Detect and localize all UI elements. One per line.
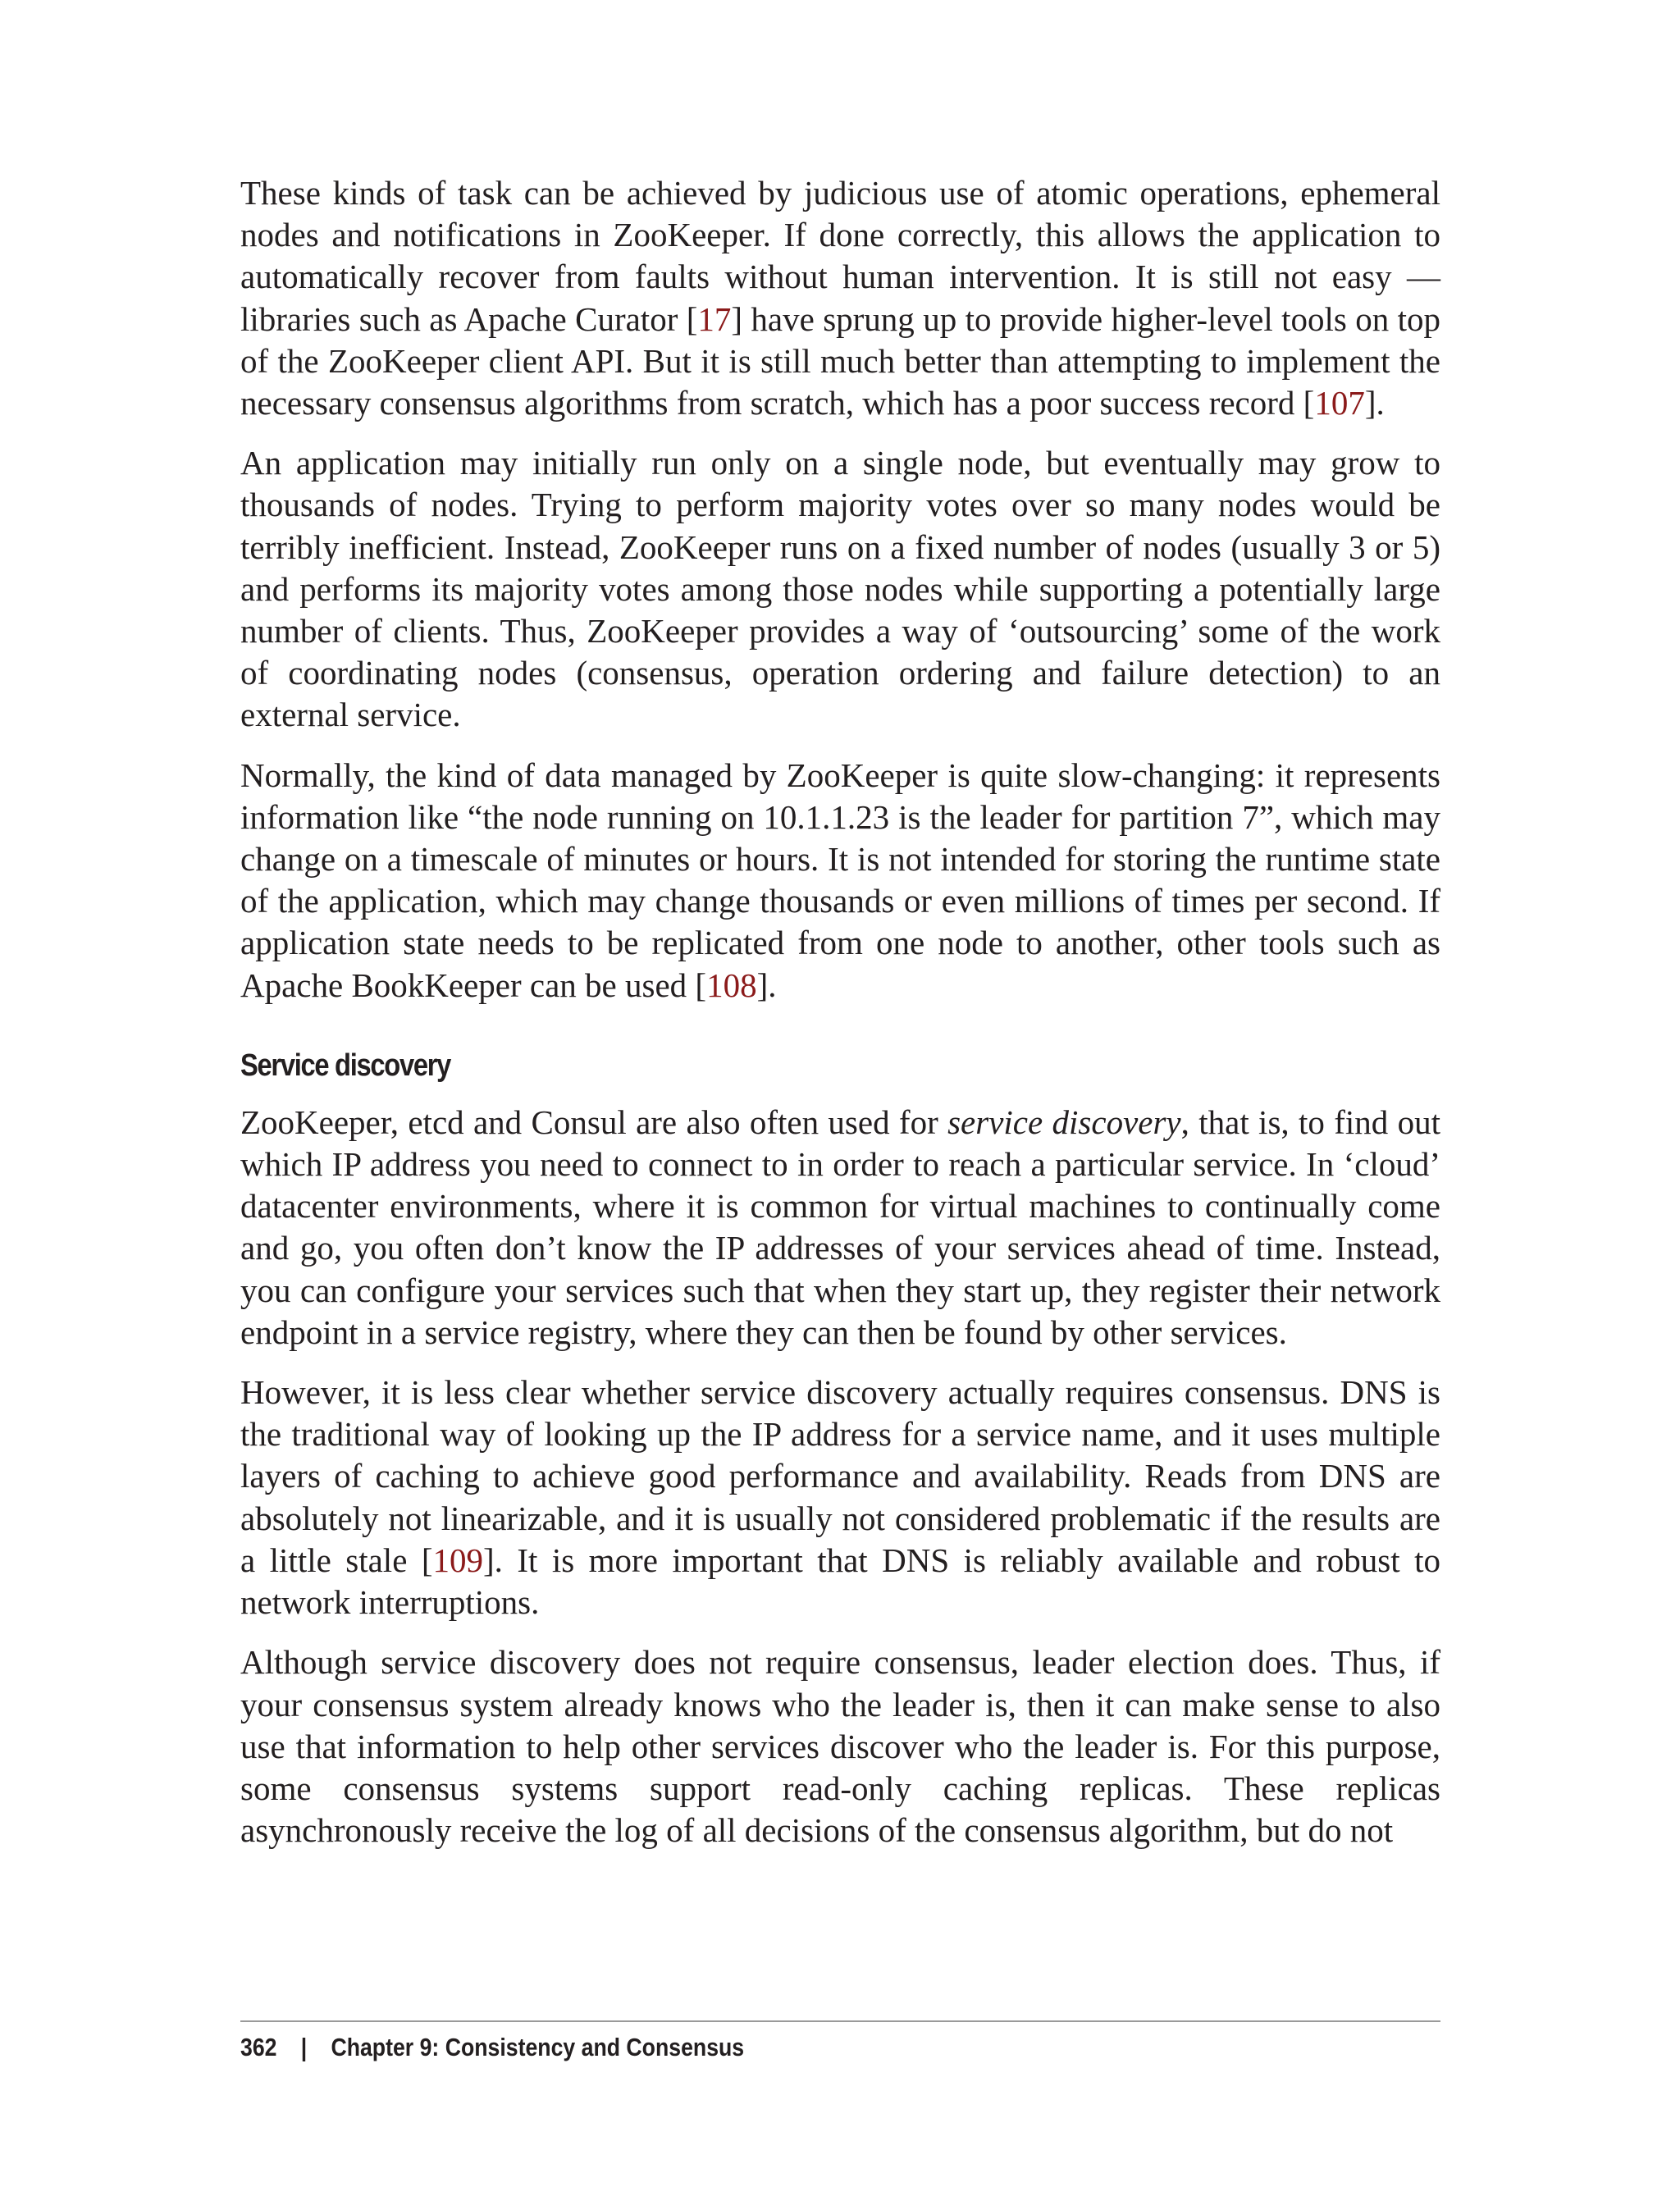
page-number: 362 — [240, 2033, 277, 2061]
chapter-title: Chapter 9: Consistency and Consensus — [331, 2033, 745, 2061]
footer-rule — [240, 2020, 1440, 2022]
paragraph: Normally, the kind of data managed by ZooKeeper is quite slow-changing: it represents information like “the node running on 10.1.1.23 is the leader for partition 7”, which may change on a timescale of minutes or hours. It is not intended for storing the runtime state of the application, which may change thousands or even millions of times per second. If application state needs to be replicated from one node to another, other tools such as Apache BookKeeper can be used [108]. — [240, 756, 1440, 1004]
paragraph: These kinds of task can be achieved by judicious use of atomic operations, ephemeral nodes and notifications in ZooKeeper. If done correctly, this allows the application to automatically recover from faults without human intervention. It is still not easy — libraries such as Apache Curator [17] have sprung up to provide higher-level tools on top of the ZooKeeper client API. But it is still much better than attempting to implement the necessary consensus algorithms from scratch, which has a poor success record [107]. — [240, 174, 1440, 422]
emphasized-term: service discovery — [947, 1102, 1181, 1141]
text-run: Although service discovery does not require consensus, leader election does. Thus, if your consensus system already knows who the leader is, then it can make sense to also use that information to help other services discover who the leader is. For this purpose, some consensus systems support read-only caching replicas. These replicas asynchronously receive the log of all decisions of the consensus algorithm, but do not — [240, 1643, 1440, 1850]
citation-link[interactable]: 108 — [706, 966, 757, 1004]
text-run: . It is more important that DNS is reliably available and robust to network interruptions. — [240, 1541, 1441, 1622]
text-run: However, it is less clear whether service discovery actually requires consensus. DNS is the traditional way of looking up the IP address for a service name, and it uses multiple layers of caching to achieve good performance and availability. Reads from DNS are absolutely not linearizable, and it is usually not considered problematic if the results are a little stale — [240, 1373, 1440, 1579]
footer-separator: | — [300, 2033, 308, 2061]
text-run: These kinds of task can be achieved by judicious use of atomic operations, ephemeral nodes and notifications in ZooKeeper. If done correctly, this allows the application to automatically recover from faults without human intervention. It is still not easy — libraries such as Apache Curator — [240, 174, 1440, 338]
text-run: An application may initially run only on a single node, but eventually may grow to thousands of nodes. Trying to perform majority votes over so many nodes would be terribly inefficient. Instead, ZooKeeper runs on a fixed number of nodes (usually 3 or 5) and performs its majority votes among those nodes while supporting a potentially large number of clients. Thus, ZooKeeper provides a way of ‘outsourcing’ some of the work of coordinating nodes (consensus, operation ordering and failure detection) to an external service. — [240, 444, 1440, 734]
body-text — [240, 172, 1440, 1869]
citation-link[interactable]: 17 — [697, 299, 732, 338]
text-run: Normally, the kind of data managed by ZooKeeper is quite slow-changing: it represents information like “the node running on 10.1.1.23 is the leader for partition 7”, which may change on a timescale of minutes or hours. It is not intended for storing the runtime state of the application, which may change thousands or even millions of times per second. If application state needs to be replicated from one node to another, other tools such as Apache BookKeeper can be used — [240, 756, 1440, 1004]
paragraph: However, it is less clear whether service discovery actually requires consensus. DNS is the traditional way of looking up the IP address for a service name, and it uses multiple layers of caching to achieve good performance and availability. Reads from DNS are absolutely not linearizable, and it is usually not considered problematic if the results are a little stale [109]. It is more important that DNS is reliably available and robust to network interruptions. — [240, 1373, 1441, 1622]
text-run: , that is, to find out which IP address you need to connect to in order to reach a particular service. In ‘cloud’ datacenter environments, where it is common for virtual machines to continually come and go, you often don’t know the IP addresses of your services ahead of time. Instead, you can configure your services such that when they start up, they register their network endpoint in a service registry, where they can then be found by other services. — [240, 1102, 1441, 1351]
text-run: have sprung up to provide higher-level tools on top of the ZooKeeper client API. But it is still much better than attempting to implement the necessary consensus algorithms from scratch, which has a poor success record — [240, 299, 1440, 422]
citation-link[interactable]: 109 — [432, 1541, 483, 1579]
paragraph — [240, 1641, 1440, 1851]
text-run: . — [768, 966, 777, 1004]
paragraphs-before-heading — [240, 172, 1440, 1007]
paragraph — [240, 442, 1440, 736]
citation-link[interactable]: 107 — [1314, 384, 1365, 422]
page-footer — [240, 2031, 744, 2064]
section-heading: Service discovery — [240, 1048, 451, 1083]
paragraph — [240, 1102, 1440, 1354]
paragraphs-after-heading — [240, 1102, 1440, 1851]
text-run: . — [1376, 384, 1385, 422]
text-run: ZooKeeper, etcd and Consul are also often used for — [240, 1102, 948, 1141]
